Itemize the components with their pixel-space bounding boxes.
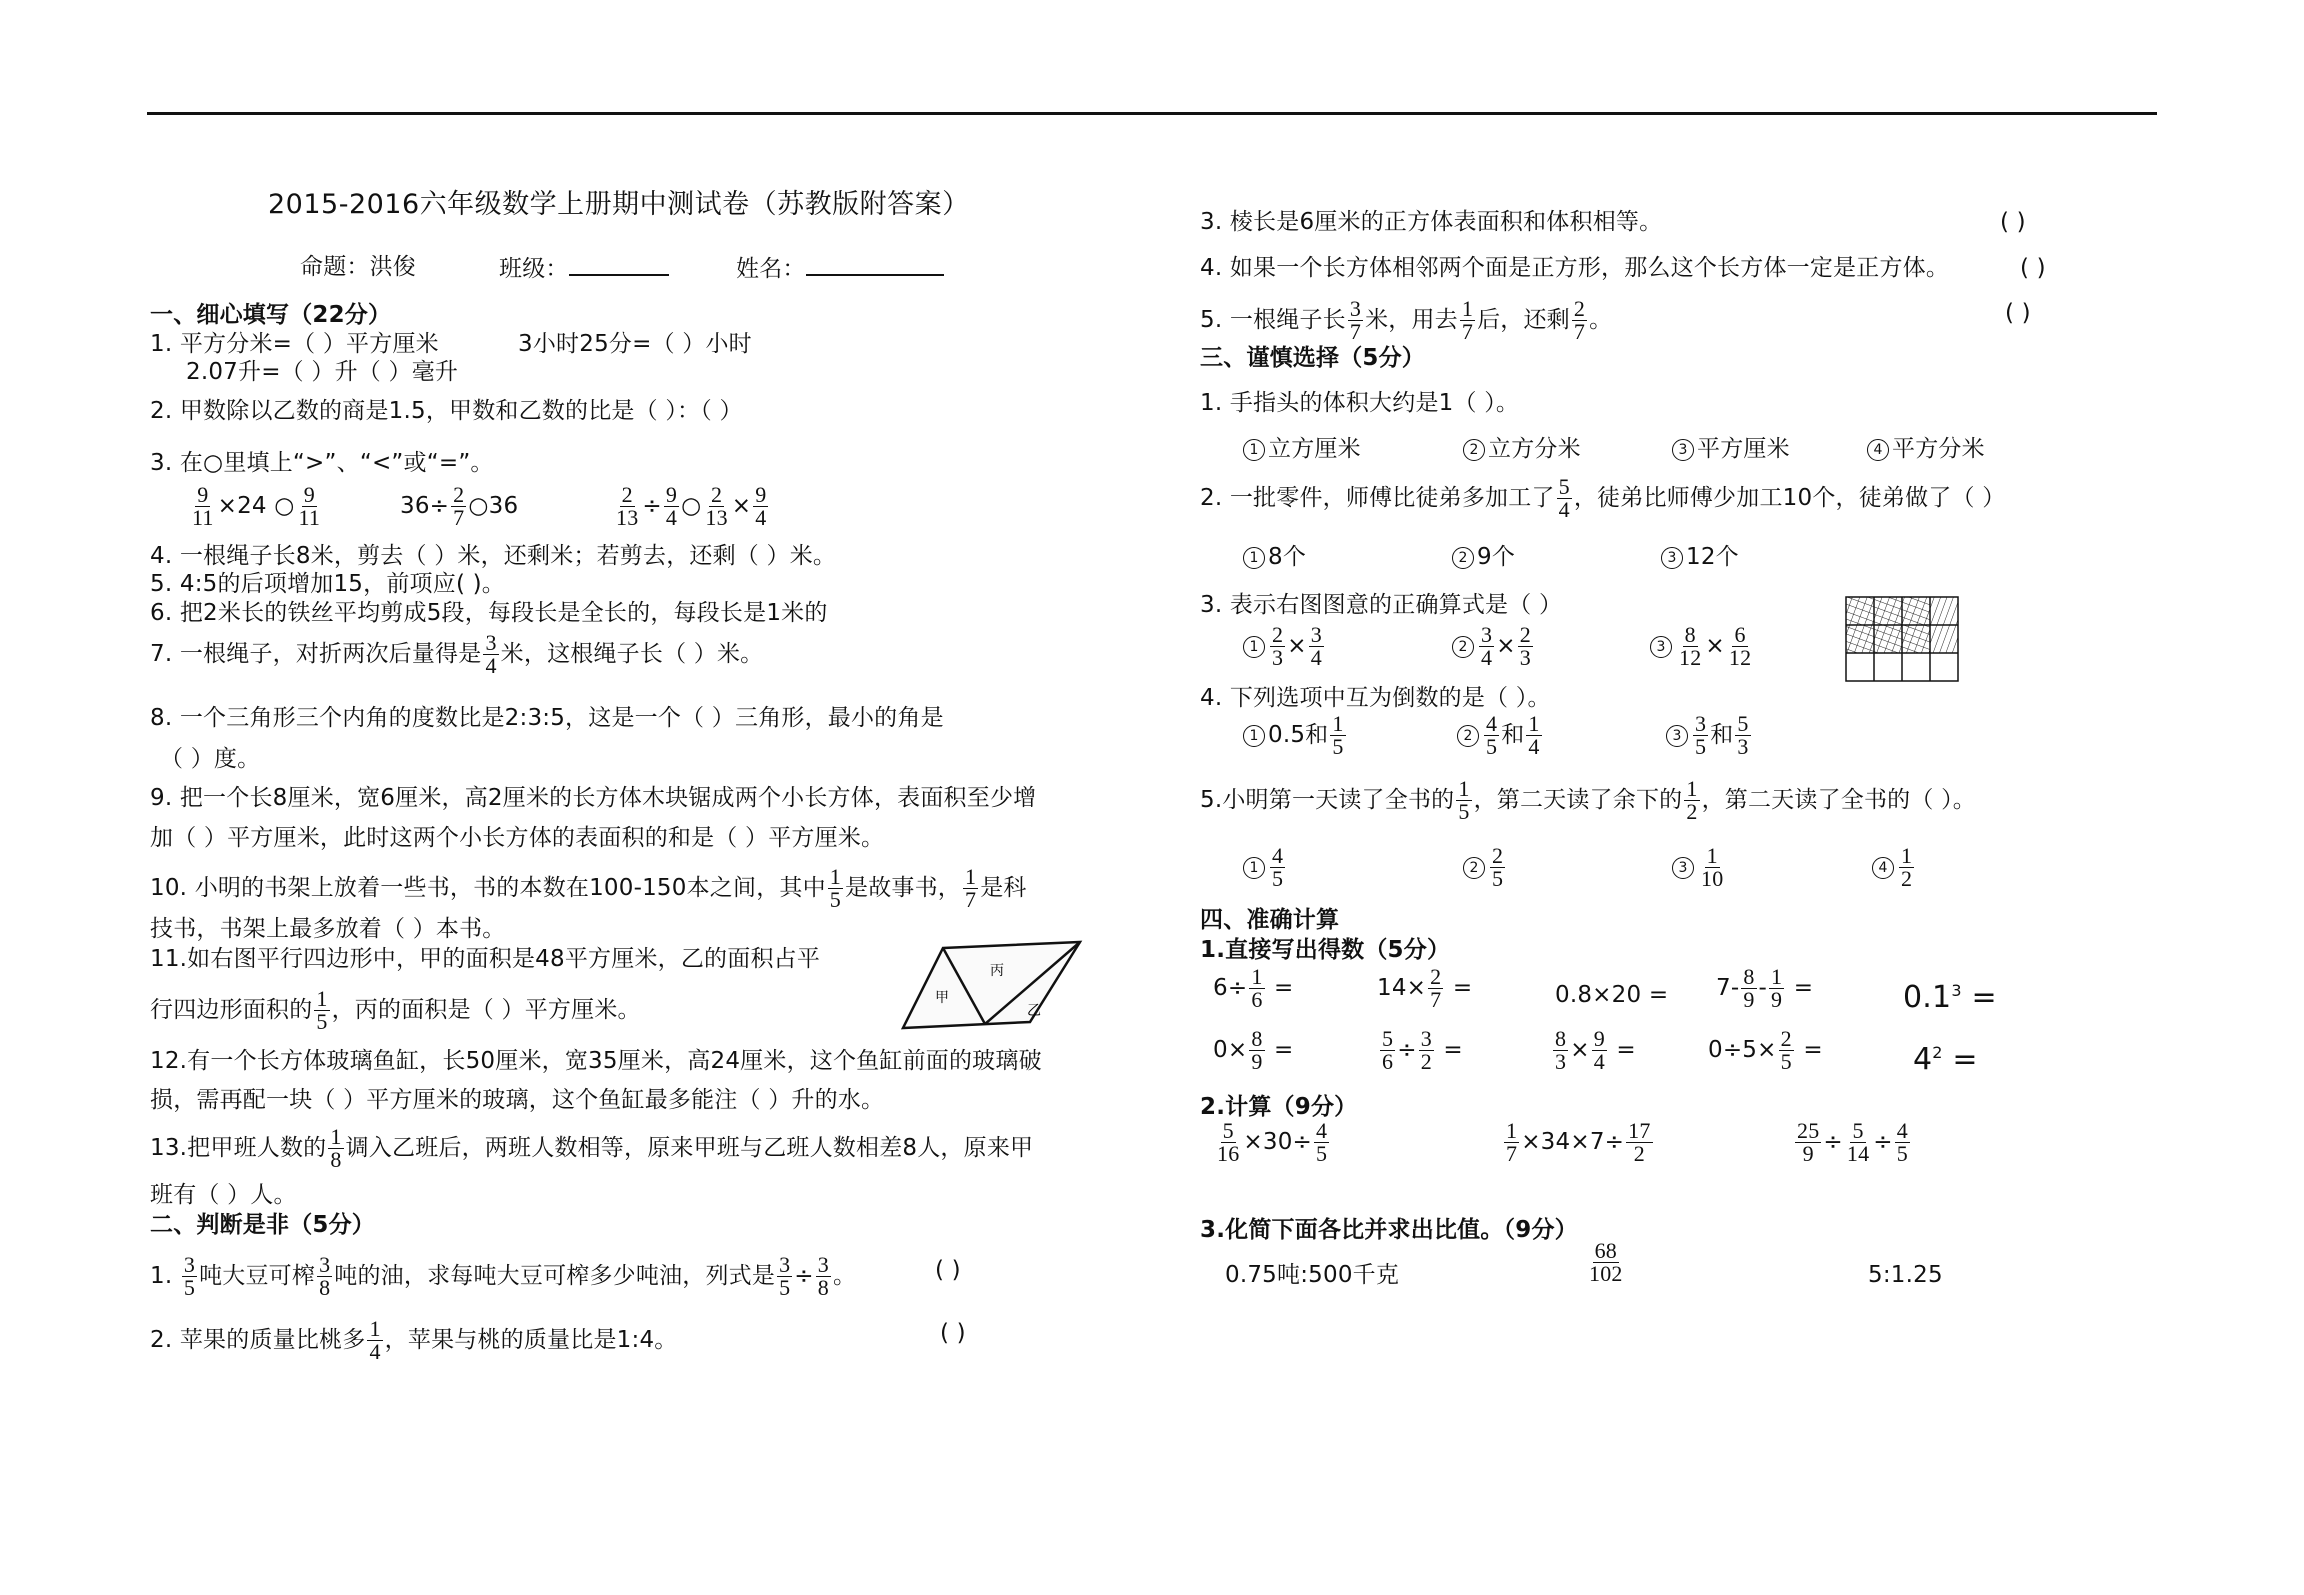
s1-q12-line1: 12.有一个长方体玻璃鱼缸，长50厘米，宽35厘米，高24厘米，这个鱼缸前面的玻璃破 [150, 1048, 1042, 1074]
s1-q3-item1: $\frac{9}{11}$ ×24 ○ $\frac{9}{11}$ [192, 482, 321, 530]
s3-q2: 2. 一批零件，师傅比徒弟多加工了 $\frac{5}{4}$ ，徒弟比师傅少加工10个，徒弟做了（ ） [1200, 474, 2006, 522]
svg-text:甲: 甲 [935, 990, 949, 1006]
s3-q4: 4. 下列选项中互为倒数的是（ ）。 [1200, 685, 1551, 711]
header-rule [147, 112, 2157, 115]
fraction-grid-figure [1845, 596, 1961, 682]
s4-calc-8: $\frac{8}{3}$ × $\frac{9}{4}$ = [1555, 1026, 1636, 1074]
option-marker-icon: 3 [1672, 857, 1694, 879]
s1-q4: 4. 一根绳子长8米，剪去（ ）米，还剩米；若剪去，还剩（ ）米。 [150, 543, 837, 569]
option-marker-icon: 2 [1452, 636, 1474, 658]
s2-q1: 1. $\frac{3}{5}$ 吨大豆可榨 $\frac{3}{8}$ 吨的油，求每吨大豆可榨多少吨油，列式是 $\frac{3}{5}$ ÷ $\frac{3}{8}$ 。 [150, 1252, 857, 1300]
s3-q1-opt4[interactable]: 4 平方分米 [1867, 434, 1985, 464]
s3-q1-opt1[interactable]: 1 立方厘米 [1243, 434, 1361, 464]
svg-text:乙: 乙 [1027, 1003, 1041, 1019]
option-marker-icon: 3 [1672, 439, 1694, 461]
s3-q2-opt2[interactable]: 2 9个 [1452, 542, 1515, 572]
class-blank[interactable] [569, 252, 669, 276]
s2-q1-answer[interactable]: ( ) [935, 1257, 961, 1283]
s2-q3: 3. 棱长是6厘米的正方体表面积和体积相等。 [1200, 209, 1663, 235]
s4-sub3-item1: 0.75吨:500千克 [1225, 1262, 1400, 1288]
parallelogram-figure [895, 940, 1095, 1035]
s1-q13: 13.把甲班人数的 $\frac{1}{8}$ 调入乙班后，两班人数相等，原来甲班与乙班人数相差8人，原来甲 [150, 1124, 1034, 1172]
s4-sub2-heading: 2.计算（9分） [1200, 1094, 1358, 1120]
s1-q9-line2: 加（ ）平方厘米，此时这两个小长方体的表面积的和是（ ）平方厘米。 [150, 825, 885, 851]
s1-q1-b: 3小时25分=（ ）小时 [518, 331, 752, 357]
s3-q5-opt4[interactable]: 4 $\frac{1}{2}$ [1872, 845, 1916, 890]
s1-q5: 5. 4:5的后项增加15，前项应( )。 [150, 571, 505, 597]
name-field[interactable] [736, 252, 944, 284]
option-marker-icon: 3 [1650, 636, 1672, 658]
s4-calc-10: $4^2$ = [1913, 1042, 1978, 1077]
s3-q2-opt1[interactable]: 1 8个 [1243, 542, 1306, 572]
option-marker-icon: 2 [1463, 857, 1485, 879]
s4-sub3-item2: $\frac{68}{102}$ [1589, 1238, 1623, 1286]
option-marker-icon: 1 [1243, 547, 1265, 569]
s2-q4: 4. 如果一个长方体相邻两个面是正方形，那么这个长方体一定是正方体。 [1200, 255, 1950, 281]
s1-q13-line2: 班有（ ）人。 [150, 1182, 297, 1208]
s3-q2-opt3[interactable]: 3 12个 [1661, 542, 1739, 572]
s4-sub2-item3: $\frac{25}{9}$ ÷ $\frac{5}{14}$ ÷ $\frac{4}{5}$ [1797, 1118, 1908, 1166]
svg-text:丙: 丙 [990, 963, 1004, 979]
s3-q3: 3. 表示右图图意的正确算式是（ ） [1200, 592, 1563, 618]
name-label: 姓名： [736, 256, 806, 282]
s4-calc-4: 7- $\frac{8}{9}$ - $\frac{1}{9}$ = [1716, 964, 1814, 1012]
option-marker-icon: 1 [1243, 636, 1265, 658]
option-marker-icon: 1 [1243, 439, 1265, 461]
s1-q3-item3: $\frac{2}{13}$ ÷ $\frac{9}{4}$ ○ $\frac{2}{13}$ × $\frac{9}{4}$ [616, 482, 767, 530]
s3-q5-opt2[interactable]: 2 $\frac{2}{5}$ [1463, 845, 1507, 890]
s1-q6: 6. 把2米长的铁丝平均剪成5段，每段长是全长的，每段长是1米的 [150, 600, 828, 626]
s3-q4-opt2[interactable]: 2 $\frac{4}{5}$ 和 $\frac{1}{4}$ [1457, 713, 1544, 758]
s1-q8-line2: （ ）度。 [160, 746, 261, 772]
s1-q11-line2: 行四边形面积的 $\frac{1}{5}$ ，丙的面积是（ ）平方厘米。 [150, 986, 641, 1034]
s3-q4-opt1[interactable]: 1 0.5和 $\frac{1}{5}$ [1243, 713, 1348, 758]
s1-q1-c: 2.07升=（ ）升（ ）毫升 [186, 359, 459, 385]
s1-q3-item2: 36÷ $\frac{2}{7}$ ○36 [400, 482, 519, 530]
s2-q4-answer[interactable]: ( ) [2020, 255, 2046, 281]
name-blank[interactable] [806, 252, 944, 276]
s1-q3: 3. 在○里填上“>”、“<”或“=”。 [150, 450, 494, 476]
s4-calc-2: 14× $\frac{2}{7}$ = [1377, 964, 1473, 1012]
option-marker-icon: 1 [1243, 725, 1265, 747]
s3-q3-opt1[interactable]: 1 $\frac{2}{3}$ × $\frac{3}{4}$ [1243, 624, 1326, 669]
class-label: 班级： [499, 256, 569, 282]
option-marker-icon: 2 [1463, 439, 1485, 461]
option-marker-icon: 3 [1666, 725, 1688, 747]
s1-q7: 7. 一根绳子，对折两次后量得是 $\frac{3}{4}$ 米，这根绳子长（ ）米。 [150, 630, 764, 678]
class-field[interactable] [499, 252, 669, 284]
s1-q2: 2. 甲数除以乙数的商是1.5，甲数和乙数的比是（ ）：（ ） [150, 398, 743, 424]
s4-calc-7: $\frac{5}{6}$ ÷ $\frac{3}{2}$ = [1382, 1026, 1463, 1074]
s1-q12-line2: 损，需再配一块（ ）平方厘米的玻璃，这个鱼缸最多能注（ ）升的水。 [150, 1087, 885, 1113]
s3-q1-opt3[interactable]: 3 平方厘米 [1672, 434, 1790, 464]
section2-heading: 二、判断是非（5分） [150, 1212, 376, 1238]
s2-q3-answer[interactable]: ( ) [2000, 209, 2026, 235]
s4-calc-1: 6÷ $\frac{1}{6}$ = [1213, 964, 1294, 1012]
s4-sub3-item3: 5:1.25 [1868, 1262, 1943, 1288]
s4-sub2-item1: $\frac{5}{16}$ ×30÷ $\frac{4}{5}$ [1217, 1118, 1328, 1166]
s1-q10: 10. 小明的书架上放着一些书，书的本数在100-150本之间，其中 $\frac{1}{5}$ 是故事书， $\frac{1}{7}$ 是科 [150, 864, 1027, 912]
s3-q1-opt2[interactable]: 2 立方分米 [1463, 434, 1581, 464]
option-marker-icon: 3 [1661, 547, 1683, 569]
s1-q8-line1: 8. 一个三角形三个内角的度数比是2:3:5，这是一个（ ）三角形，最小的角是 [150, 705, 944, 731]
s2-q2: 2. 苹果的质量比桃多 $\frac{1}{4}$ ，苹果与桃的质量比是1:4。 [150, 1316, 678, 1364]
s3-q3-opt3[interactable]: 3 $\frac{8}{12}$ × $\frac{6}{12}$ [1650, 624, 1755, 669]
author-label: 命题：洪俊 [300, 254, 416, 280]
s4-sub3-heading: 3.化简下面各比并求出比值。（9分） [1200, 1217, 1578, 1243]
s1-q9-line1: 9. 把一个长8厘米，宽6厘米，高2厘米的长方体木块锯成两个小长方体，表面积至少增 [150, 785, 1037, 811]
option-marker-icon: 4 [1872, 857, 1894, 879]
s4-calc-6: 0× $\frac{8}{9}$ = [1213, 1026, 1294, 1074]
s4-sub2-item2: $\frac{1}{7}$ ×34×7÷ $\frac{17}{2}$ [1506, 1118, 1651, 1166]
s2-q5: 5. 一根绳子长 $\frac{3}{7}$ 米，用去 $\frac{1}{7}$ 后，还剩 $\frac{2}{7}$ 。 [1200, 296, 1613, 344]
s3-q1: 1. 手指头的体积大约是1（ ）。 [1200, 390, 1520, 416]
s1-q1-a: 1. 平方分米=（ ）平方厘米 [150, 331, 439, 357]
s4-calc-9: 0÷5× $\frac{2}{5}$ = [1708, 1026, 1823, 1074]
section3-heading: 三、谨慎选择（5分） [1200, 345, 1426, 371]
s4-calc-3: 0.8×20 = [1555, 982, 1669, 1008]
option-marker-icon: 2 [1452, 547, 1474, 569]
s3-q5-opt3[interactable]: 3 $\frac{1}{10}$ [1672, 845, 1727, 890]
page-title: 2015-2016六年级数学上册期中测试卷（苏教版附答案） [268, 189, 970, 220]
s1-q11-line1: 11.如右图平行四边形中，甲的面积是48平方厘米，乙的面积占平 [150, 946, 821, 972]
s3-q5: 5.小明第一天读了全书的 $\frac{1}{5}$ ，第二天读了余下的 $\frac{1}{2}$ ，第二天读了全书的（ ）。 [1200, 776, 1976, 824]
section1-heading: 一、细心填写（22分） [150, 302, 392, 328]
s4-sub1-heading: 1.直接写出得数（5分） [1200, 937, 1451, 963]
s2-q5-answer[interactable]: ( ) [2005, 300, 2031, 326]
s4-calc-5: $0.1^3$ = [1903, 980, 1997, 1015]
s3-q3-opt2[interactable]: 2 $\frac{3}{4}$ × $\frac{2}{3}$ [1452, 624, 1535, 669]
section4-heading: 四、准确计算 [1200, 907, 1340, 933]
option-marker-icon: 2 [1457, 725, 1479, 747]
s3-q4-opt3[interactable]: 3 $\frac{3}{5}$ 和 $\frac{5}{3}$ [1666, 713, 1753, 758]
s1-q10-line2: 技书，书架上最多放着（ ）本书。 [150, 916, 506, 942]
option-marker-icon: 1 [1243, 857, 1265, 879]
s3-q5-opt1[interactable]: 1 $\frac{4}{5}$ [1243, 845, 1287, 890]
s2-q2-answer[interactable]: ( ) [940, 1320, 966, 1346]
option-marker-icon: 4 [1867, 439, 1889, 461]
